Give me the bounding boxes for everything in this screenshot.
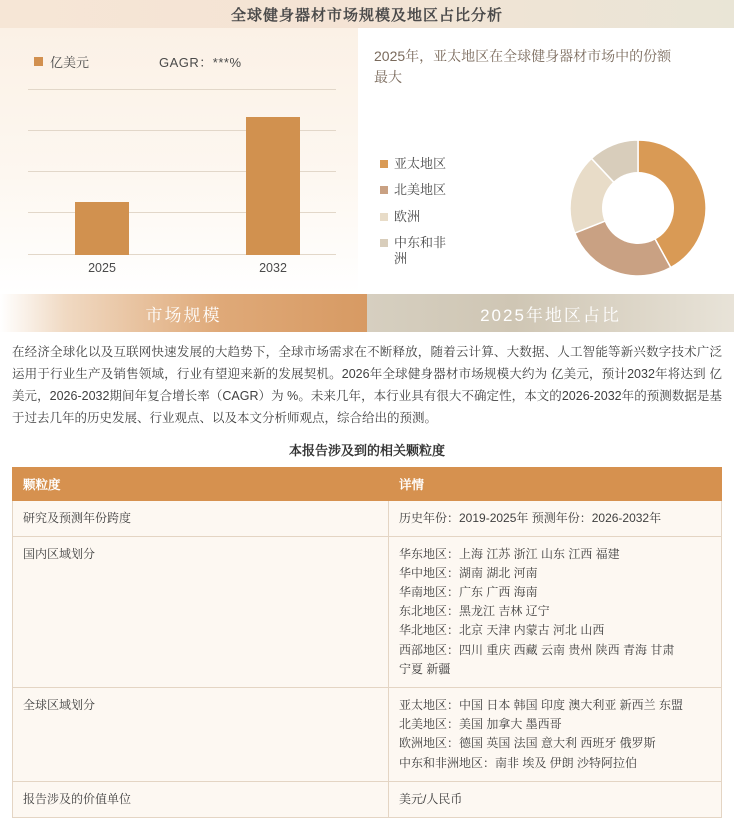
table-row: [13, 781, 722, 817]
table-cell-detail: [389, 500, 722, 536]
table-header-granularity: 颗粒度: [13, 467, 389, 500]
bar-chart: [0, 28, 358, 294]
donut-legend-label: 欧洲: [394, 208, 421, 224]
legend-swatch-icon: [34, 57, 43, 66]
legend-swatch-icon: [380, 186, 388, 194]
detail-line: 亚太地区：中国 日本 韩国 印度 澳大利亚 新西兰 东盟: [399, 698, 684, 712]
donut-legend-label: 中东和非洲: [394, 234, 447, 266]
table-cell-granularity: 国内区域划分: [13, 536, 389, 687]
granularity-table: [12, 467, 722, 818]
donut-chart-title: 2025年，亚太地区在全球健身器材市场中的份额最大: [374, 48, 672, 85]
bar-legend-label: 亿美元: [50, 55, 90, 70]
gagr-label: GAGR：***%: [159, 55, 242, 70]
legend-swatch-icon: [380, 213, 388, 221]
bar-plot-area: [28, 89, 336, 255]
bar-chart-legend: [0, 28, 358, 71]
x-tick-label: 2025: [88, 261, 116, 275]
table-cell-detail: [389, 688, 722, 782]
table-cell-granularity: 研究及预测年份跨度: [13, 500, 389, 536]
table-cell-detail: [389, 536, 722, 687]
donut-legend-item: [380, 156, 456, 172]
table-cell-granularity: 报告涉及的价值单位: [13, 781, 389, 817]
donut-legend-label: 北美地区: [394, 182, 447, 198]
donut-legend-item: [380, 209, 456, 225]
detail-line: 西部地区：四川 重庆 西藏 云南 贵州 陕西 青海 甘肃: [399, 642, 675, 657]
page-title: 全球健身器材市场规模及地区占比分析: [230, 6, 503, 24]
table-header-row: [13, 467, 722, 500]
donut-legend-item: [380, 182, 456, 198]
detail-line: 华中地区：湖南 湖北 河南: [399, 565, 538, 580]
detail-line: 美元/人民币: [399, 791, 463, 806]
page-header: [0, 0, 734, 28]
x-tick-label: 2032: [259, 261, 287, 275]
donut-legend: [380, 156, 456, 277]
table-row: [13, 536, 722, 687]
donut-chart: [358, 28, 734, 294]
table-body: [13, 500, 722, 817]
legend-swatch-icon: [380, 239, 388, 247]
table-caption: 本报告涉及到的相关颗粒度: [288, 442, 445, 458]
detail-line: 中东和非洲地区：南非 埃及 伊朗 沙特阿拉伯: [399, 755, 638, 770]
legend-swatch-icon: [380, 160, 388, 168]
donut-hole: [602, 172, 674, 244]
detail-line: 华东地区：上海 江苏 浙江 山东 江西 福建: [399, 546, 620, 561]
body-paragraph: 在经济全球化以及互联网快速发展的大趋势下，全球市场需求在不断释放，随着云计算、大数据、人工智能等新兴数字技术广泛运用于行业生产及销售领域，行业有望迎来新的发展契机。2026年全球健身器材市场规模大约为 亿美元，预计2032年将达到 亿美元，2026-2032期间年复合增长率（CAGR）为 %。未来几年，本行业具有很大不确定性，本文的2026-2032年的预测数据是基于过去几年的历史发展、行业观点、以及本文分析师观点，综合给出的预测。: [12, 345, 722, 425]
table-row: [13, 500, 722, 536]
bar-2032: [246, 117, 300, 255]
section-bars: [0, 294, 734, 332]
section-bar-region-share: 2025年地区占比: [367, 294, 734, 332]
section-bar-market-size: 市场规模: [0, 294, 367, 332]
table-cell-granularity: 全球区域划分: [13, 688, 389, 782]
detail-line: 华北地区：北京 天津 内蒙古 河北 山西: [399, 623, 605, 638]
table-row: [13, 688, 722, 782]
detail-line: 欧洲地区：德国 英国 法国 意大利 西班牙 俄罗斯: [399, 736, 656, 751]
charts-panel: [0, 28, 734, 294]
donut-svg: [568, 138, 708, 278]
table-cell-detail: [389, 781, 722, 817]
detail-line: 东北地区：黑龙江 吉林 辽宁: [399, 604, 550, 619]
detail-line: 北美地区：美国 加拿大 墨西哥: [399, 717, 562, 732]
gridline: [28, 89, 336, 90]
donut-graphic: [568, 138, 708, 278]
detail-line: 宁夏 新疆: [399, 661, 451, 676]
donut-legend-label: 亚太地区: [394, 156, 447, 171]
detail-line: 历史年份：2019-2025年 预测年份：2026-2032年: [399, 510, 662, 525]
bar-2025: [75, 202, 129, 255]
bar-x-axis: [28, 255, 336, 281]
table-header-detail: 详情: [389, 467, 722, 500]
detail-line: 华南地区：广东 广西 海南: [399, 585, 538, 600]
donut-legend-item: [380, 235, 456, 268]
bar-legend-item: [34, 52, 89, 71]
